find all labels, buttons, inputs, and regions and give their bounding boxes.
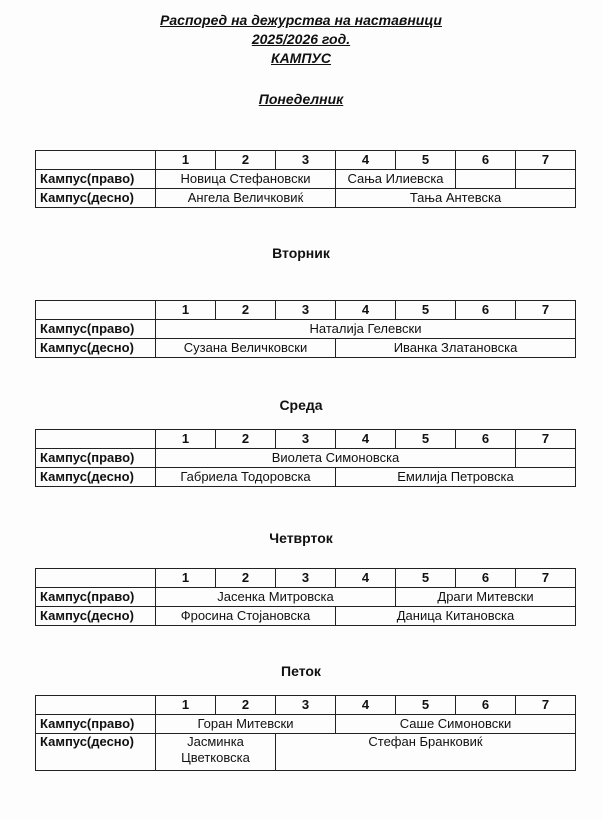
duty-teacher: Сања Илиевска [336,170,456,189]
corner-cell [36,151,156,170]
period-header: 6 [456,301,516,320]
empty-cell [516,170,576,189]
duty-teacher: Фросина Стојановска [156,607,336,626]
row-label-right: Кампус(право) [36,588,156,607]
period-header: 3 [276,301,336,320]
duty-teacher: Горан Митевски [156,715,336,734]
corner-cell [36,696,156,715]
row-label-left: Кампус(десно) [36,189,156,208]
empty-cell [456,170,516,189]
period-header: 7 [516,151,576,170]
schedule-table-wednesday [35,429,576,487]
day-heading-thursday: Четврток [269,530,333,546]
period-header: 4 [336,430,396,449]
period-header: 1 [156,151,216,170]
duty-teacher: Иванка Златановска [336,339,576,358]
table-row [36,449,576,468]
row-label-left: Кампус(десно) [36,339,156,358]
period-header: 5 [396,430,456,449]
period-header: 4 [336,696,396,715]
day-heading-tuesday: Вторник [272,245,330,261]
period-header: 7 [516,301,576,320]
period-header: 5 [396,569,456,588]
corner-cell [36,301,156,320]
period-header: 6 [456,151,516,170]
period-header: 6 [456,696,516,715]
duty-teacher: Ангела Величковиќ [156,189,336,208]
duty-teacher: Стефан Бранковиќ [276,734,576,771]
row-label-right: Кампус(право) [36,320,156,339]
period-header: 2 [216,301,276,320]
duty-teacher: Сузана Величковски [156,339,336,358]
corner-cell [36,430,156,449]
period-header: 4 [336,569,396,588]
duty-teacher: Јасминка Цветковска [156,734,276,771]
duty-teacher: Новица Стефановски [156,170,336,189]
period-header: 7 [516,569,576,588]
period-header: 6 [456,430,516,449]
document-title: Распоред на дежурства на наставници [160,12,442,28]
period-header: 7 [516,696,576,715]
row-label-right: Кампус(право) [36,449,156,468]
day-heading-monday: Понеделник [258,91,344,107]
period-header: 5 [396,151,456,170]
row-label-left: Кампус(десно) [36,468,156,487]
day-heading-wednesday: Среда [279,397,323,413]
table-row [36,696,576,715]
campus-heading: КАМПУС [270,50,332,66]
duty-teacher: Габриела Тодоровска [156,468,336,487]
period-header: 6 [456,569,516,588]
table-row [36,301,576,320]
duty-teacher: Драги Митевски [396,588,576,607]
table-row [36,320,576,339]
period-header: 2 [216,569,276,588]
schedule-table-tuesday [35,300,576,358]
period-header: 3 [276,696,336,715]
duty-teacher: Јасенка Митровска [156,588,396,607]
empty-cell [516,449,576,468]
duty-teacher: Наталија Гелевски [156,320,576,339]
duty-teacher: Виолета Симоновска [156,449,516,468]
duty-teacher: Саше Симоновски [336,715,576,734]
period-header: 3 [276,430,336,449]
table-row [36,569,576,588]
period-header: 7 [516,430,576,449]
period-header: 3 [276,151,336,170]
day-heading-friday: Петок [281,663,321,679]
row-label-right: Кампус(право) [36,170,156,189]
row-label-left: Кампус(десно) [36,607,156,626]
period-header: 1 [156,430,216,449]
table-row [36,430,576,449]
period-header: 3 [276,569,336,588]
school-year: 2025/2026 год. [251,31,351,47]
schedule-table-thursday [35,568,576,626]
table-row [36,339,576,358]
duty-teacher: Емилија Петровска [336,468,576,487]
schedule-table-monday [35,150,576,208]
period-header: 5 [396,301,456,320]
period-header: 1 [156,301,216,320]
table-row [36,151,576,170]
table-row [36,607,576,626]
table-row [36,189,576,208]
schedule-table-friday [35,695,576,771]
table-row [36,588,576,607]
period-header: 1 [156,569,216,588]
period-header: 5 [396,696,456,715]
duty-teacher: Даница Китановска [336,607,576,626]
period-header: 4 [336,151,396,170]
row-label-left: Кампус(десно) [36,734,156,771]
corner-cell [36,569,156,588]
table-row [36,468,576,487]
period-header: 2 [216,696,276,715]
period-header: 1 [156,696,216,715]
row-label-right: Кампус(право) [36,715,156,734]
table-row [36,715,576,734]
table-row [36,170,576,189]
period-header: 2 [216,151,276,170]
table-row [36,734,576,771]
period-header: 2 [216,430,276,449]
period-header: 4 [336,301,396,320]
duty-teacher: Тања Антевска [336,189,576,208]
